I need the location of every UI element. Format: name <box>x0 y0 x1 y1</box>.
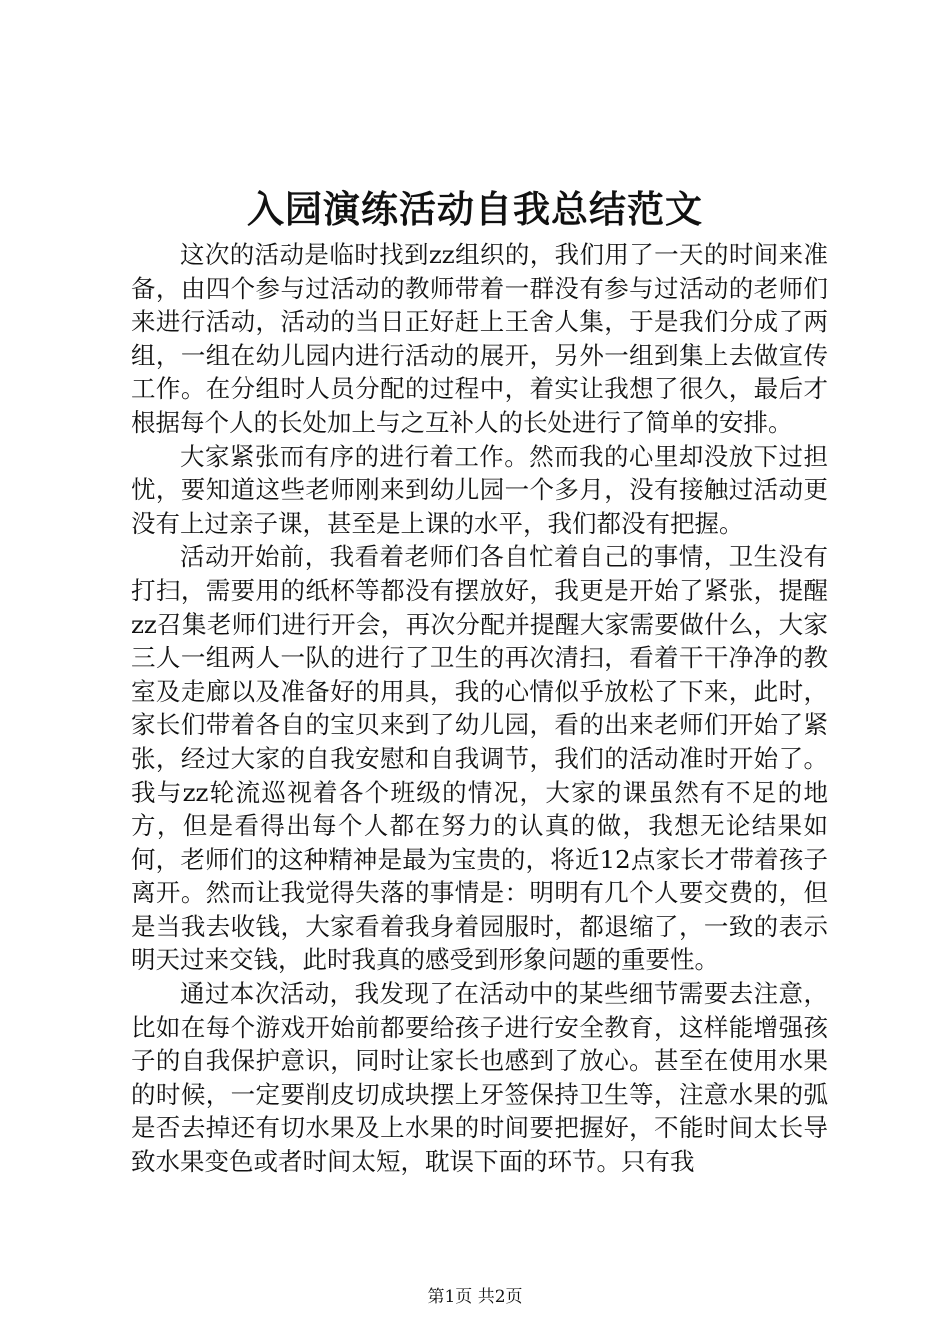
document-body <box>131 238 828 1179</box>
page-number-footer: 第1页 共2页 <box>427 1287 523 1307</box>
body-paragraph: 通过本次活动，我发现了在活动中的某些细节需要去注意，比如在每个游戏开始前都要给孩子进行安全教育，这样能增强孩子的自我保护意识，同时让家长也感到了放心。甚至在使用水果的时候，一定要削皮切成块摆上牙签保持卫生等，注意水果的弧是否去掉还有切水果及上水果的时间要把握好，不能时间太长导致水果变色或者时间太短，耽误下面的环节。只有我 <box>131 979 828 1177</box>
body-paragraph: 大家紧张而有序的进行着工作。然而我的心里却没放下过担忧，要知道这些老师刚来到幼儿园一个多月，没有接触过活动更没有上过亲子课，甚至是上课的水平，我们都没有把握。 <box>131 441 828 538</box>
body-paragraph: 活动开始前，我看着老师们各自忙着自己的事情，卫生没有打扫，需要用的纸杯等都没有摆放好，我更是开始了紧张，提醒zz召集老师们进行开会，再次分配并提醒大家需要做什么，大家三人一组两人一队的进行了卫生的再次清扫，看着干干净净的教室及走廊以及准备好的用具，我的心情似乎放松了下来，此时，家长们带着各自的宝贝来到了幼儿园，看的出来老师们开始了紧张，经过大家的自我安慰和自我调节，我们的活动准时开始了。我与zz轮流巡视着各个班级的情况，大家的课虽然有不足的地方，但是看得出每个人都在努力的认真的做，我想无论结果如何，老师们的这种精神是最为宝贵的，将近12点家长才带着孩子离开。然而让我觉得失落的事情是：明明有几个人要交费的，但是当我去收钱，大家看着我身着园服时，都退缩了，一致的表示明天过来交钱，此时我真的感受到形象问题的重要性。 <box>131 542 828 975</box>
body-paragraph: 这次的活动是临时找到zz组织的，我们用了一天的时间来准备，由四个参与过活动的教师带着一群没有参与过活动的老师们来进行活动，活动的当日正好赶上王舍人集，于是我们分成了两组，一组在幼儿园内进行活动的展开，另外一组到集上去做宣传工作。在分组时人员分配的过程中，着实让我想了很久，最后才根据每个人的长处加上与之互补人的长处进行了简单的安排。 <box>131 240 828 437</box>
document-title: 入园演练活动自我总结范文 <box>247 187 703 231</box>
